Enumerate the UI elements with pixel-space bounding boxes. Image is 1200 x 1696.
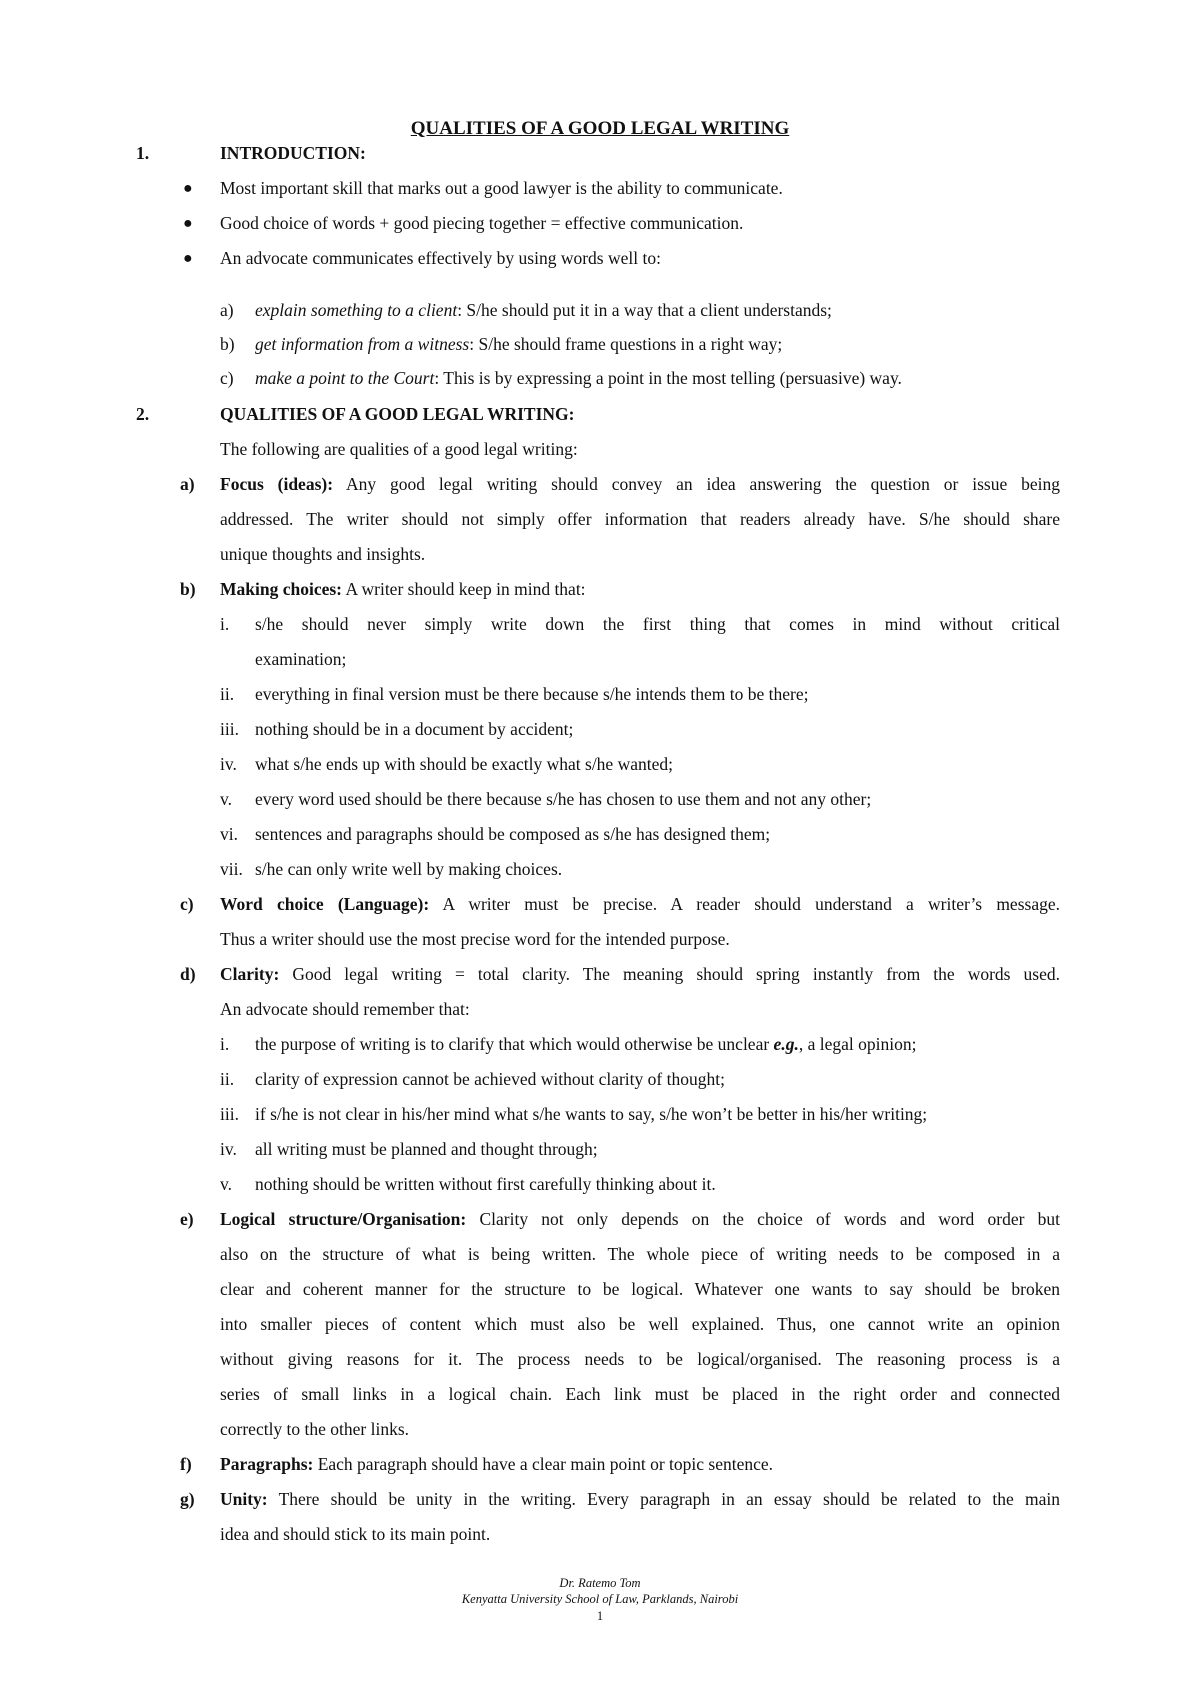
clarity-item-number: iii.: [220, 1104, 239, 1124]
choice-item-6: sentences and paragraphs should be composed as s/he has designed them;: [255, 824, 771, 844]
choice-item-1: s/he should never simply write down the first thing that comes in mind without critical: [255, 614, 1060, 634]
choice-item-2: everything in final version must be there because s/he intends them to be there;: [255, 684, 809, 704]
bullet-icon: ●: [183, 250, 193, 267]
sub-item-a: explain something to a client: S/he should put it in a way that a client understands;: [255, 300, 832, 320]
quality-c-line-1: Word choice (Language): A writer must be precise. A reader should understand a writer’s message.: [220, 894, 1060, 914]
quality-f-label: f): [180, 1454, 192, 1474]
clarity-item-5: nothing should be written without first carefully thinking about it.: [255, 1174, 716, 1194]
quality-e-line-3: clear and coherent manner for the structure to be logical. Whatever one wants to say should be broken: [220, 1279, 1060, 1299]
choice-item-number: v.: [220, 789, 232, 809]
clarity-item-number: iv.: [220, 1139, 237, 1159]
bullet-icon: ●: [183, 180, 193, 197]
quality-b-line-1: Making choices: A writer should keep in mind that:: [220, 579, 586, 599]
sub-item-c-label: c): [220, 368, 234, 388]
quality-g-line-1: Unity: There should be unity in the writing. Every paragraph in an essay should be related to the main: [220, 1489, 1060, 1509]
section-2-number: 2.: [136, 404, 150, 424]
choice-item-5: every word used should be there because s/he has chosen to use them and not any other;: [255, 789, 872, 809]
choice-item-number: i.: [220, 614, 230, 634]
clarity-item-number: ii.: [220, 1069, 235, 1089]
quality-a-label: a): [180, 474, 195, 494]
clarity-item-4: all writing must be planned and thought through;: [255, 1139, 598, 1159]
choice-item-number: iv.: [220, 754, 237, 774]
quality-d-label: d): [180, 964, 196, 984]
document-title: QUALITIES OF A GOOD LEGAL WRITING: [410, 118, 790, 139]
section-1-heading: INTRODUCTION:: [220, 143, 366, 163]
clarity-item-number: i.: [220, 1034, 230, 1054]
quality-e-line-1: Logical structure/Organisation: Clarity not only depends on the choice of words and word order but: [220, 1209, 1061, 1229]
footer-institution: Kenyatta University School of Law, Parklands, Nairobi: [461, 1592, 739, 1606]
page-number: 1: [596, 1609, 604, 1623]
quality-d-line-2: An advocate should remember that:: [220, 999, 470, 1019]
clarity-item-1: the purpose of writing is to clarify that which would otherwise be unclear e.g., a legal opinion;: [255, 1034, 917, 1054]
clarity-item-number: v.: [220, 1174, 232, 1194]
section-2-intro: The following are qualities of a good legal writing:: [220, 439, 578, 459]
quality-e-label: e): [180, 1209, 194, 1229]
quality-a-line-2: addressed. The writer should not simply offer information that readers already have. S/he should share: [220, 509, 1060, 529]
intro-bullet-3: An advocate communicates effectively by using words well to:: [220, 248, 661, 268]
quality-f-line-1: Paragraphs: Each paragraph should have a clear main point or topic sentence.: [220, 1454, 774, 1474]
choice-item-number: vii.: [220, 859, 243, 879]
choice-item-4: what s/he ends up with should be exactly what s/he wanted;: [255, 754, 673, 774]
quality-g-label: g): [180, 1489, 195, 1509]
quality-e-line-5: without giving reasons for it. The process needs to be logical/organised. The reasoning process is a: [220, 1349, 1060, 1369]
quality-e-line-6: series of small links in a logical chain. Each link must be placed in the right order and connected: [220, 1384, 1060, 1404]
choice-item-number: iii.: [220, 719, 239, 739]
quality-a-line-3: unique thoughts and insights.: [220, 544, 426, 564]
quality-e-line-2: also on the structure of what is being written. The whole piece of writing needs to be composed in a: [220, 1244, 1060, 1264]
quality-a-line-1: Focus (ideas): Any good legal writing should convey an idea answering the question or issue being: [220, 474, 1061, 494]
quality-g-line-2: idea and should stick to its main point.: [220, 1524, 491, 1544]
choice-item-7: s/he can only write well by making choices.: [255, 859, 563, 879]
section-2-heading: QUALITIES OF A GOOD LEGAL WRITING:: [220, 404, 575, 424]
choice-item-number: vi.: [220, 824, 238, 844]
quality-e-line-7: correctly to the other links.: [220, 1419, 410, 1439]
quality-d-line-1: Clarity: Good legal writing = total clarity. The meaning should spring instantly from the words used.: [220, 964, 1060, 984]
choice-item-number: ii.: [220, 684, 235, 704]
sub-item-c: make a point to the Court: This is by expressing a point in the most telling (persuasive) way.: [255, 368, 902, 388]
quality-c-label: c): [180, 894, 194, 914]
intro-bullet-1: Most important skill that marks out a good lawyer is the ability to communicate.: [220, 178, 783, 198]
quality-b-label: b): [180, 579, 196, 599]
clarity-item-2: clarity of expression cannot be achieved without clarity of thought;: [255, 1069, 725, 1089]
choice-item-3: nothing should be in a document by accident;: [255, 719, 574, 739]
intro-bullet-2: Good choice of words + good piecing together = effective communication.: [220, 213, 744, 233]
bullet-icon: ●: [183, 215, 193, 232]
quality-e-line-4: into smaller pieces of content which must also be well explained. Thus, one cannot write an opinion: [220, 1314, 1060, 1334]
section-1-number: 1.: [136, 143, 150, 163]
footer-author: Dr. Ratemo Tom: [559, 1576, 641, 1590]
sub-item-b: get information from a witness: S/he should frame questions in a right way;: [255, 334, 783, 354]
choice-item-1-cont: examination;: [255, 649, 347, 669]
quality-c-line-2: Thus a writer should use the most precise word for the intended purpose.: [220, 929, 730, 949]
clarity-item-3: if s/he is not clear in his/her mind what s/he wants to say, s/he won’t be better in his/her writing;: [255, 1104, 928, 1124]
sub-item-a-label: a): [220, 300, 234, 320]
sub-item-b-label: b): [220, 334, 235, 354]
